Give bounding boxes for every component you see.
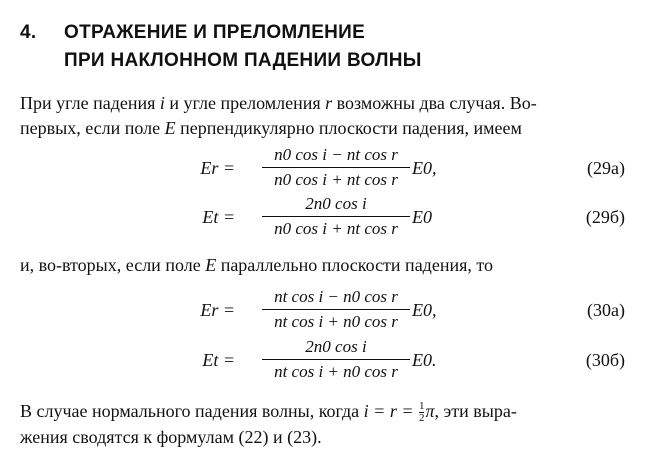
half-denominator: 2 (418, 412, 425, 425)
fraction-denominator: n0 cos i + nt cos r (274, 170, 398, 189)
equation-tail: E0, (412, 300, 437, 320)
equation-number: (29б) (585, 207, 625, 227)
fraction-denominator: n0 cos i + nt cos r (274, 219, 398, 238)
intro-line1 (20, 93, 537, 114)
text-run: и, во-вторых, если поле (20, 255, 206, 275)
equation-fraction (262, 337, 410, 382)
equation-lhs: Er = (200, 300, 235, 320)
intro-line2 (20, 118, 522, 139)
math-var: π (425, 401, 435, 421)
text-run: параллельно плоскости падения, то (216, 255, 493, 275)
text-run: возможны два случая. Во- (332, 93, 537, 113)
half-numerator: 1 (418, 400, 425, 413)
math-var: i (159, 93, 165, 113)
section-title-line1: ОТРАЖЕНИЕ И ПРЕЛОМЛЕНИЕ (64, 22, 366, 43)
text-run: перпендикулярно плоскости падения, имеем (175, 118, 522, 138)
math-var: r (325, 93, 333, 113)
fraction-numerator: nt cos i − n0 cos r (274, 287, 398, 306)
equation-tail: E0, (412, 158, 437, 178)
equation-lhs: Et = (202, 350, 235, 370)
text-run: первых, если поле (20, 118, 165, 138)
text-run: В случае нормального падения волны, когда (20, 401, 364, 421)
text-run: и угле преломления (164, 93, 326, 113)
closing-line1 (20, 401, 517, 424)
equation-fraction (262, 287, 410, 332)
math-var: E (164, 118, 176, 138)
equation-number: (30а) (587, 300, 625, 320)
math-var: E (205, 255, 217, 275)
equation-number: (30б) (585, 350, 625, 370)
equation-tail: E0 (412, 207, 432, 227)
math-expression: i = r = (363, 401, 418, 421)
equation-fraction (262, 145, 410, 190)
section-number: 4. (20, 22, 37, 43)
equation-number: (29а) (587, 158, 625, 178)
fraction-denominator: nt cos i + n0 cos r (274, 312, 398, 331)
fraction-numerator: 2n0 cos i (305, 337, 367, 356)
equation-fraction (262, 194, 410, 239)
equation-lhs: Et = (202, 207, 235, 227)
equation-tail: E0. (412, 350, 437, 370)
fraction-one-half (419, 401, 425, 424)
closing-line2: жения сводятся к формулам (22) и (23). (20, 427, 322, 447)
section-title-line2: ПРИ НАКЛОННОМ ПАДЕНИИ ВОЛНЫ (64, 50, 422, 71)
fraction-denominator: nt cos i + n0 cos r (274, 362, 398, 381)
fraction-numerator: 2n0 cos i (305, 194, 367, 213)
fraction-numerator: n0 cos i − nt cos r (274, 145, 398, 164)
text-run: , эти выра- (434, 401, 517, 421)
text-run: При угле падения (20, 93, 160, 113)
equation-lhs: Er = (200, 158, 235, 178)
middle-line (20, 255, 493, 276)
